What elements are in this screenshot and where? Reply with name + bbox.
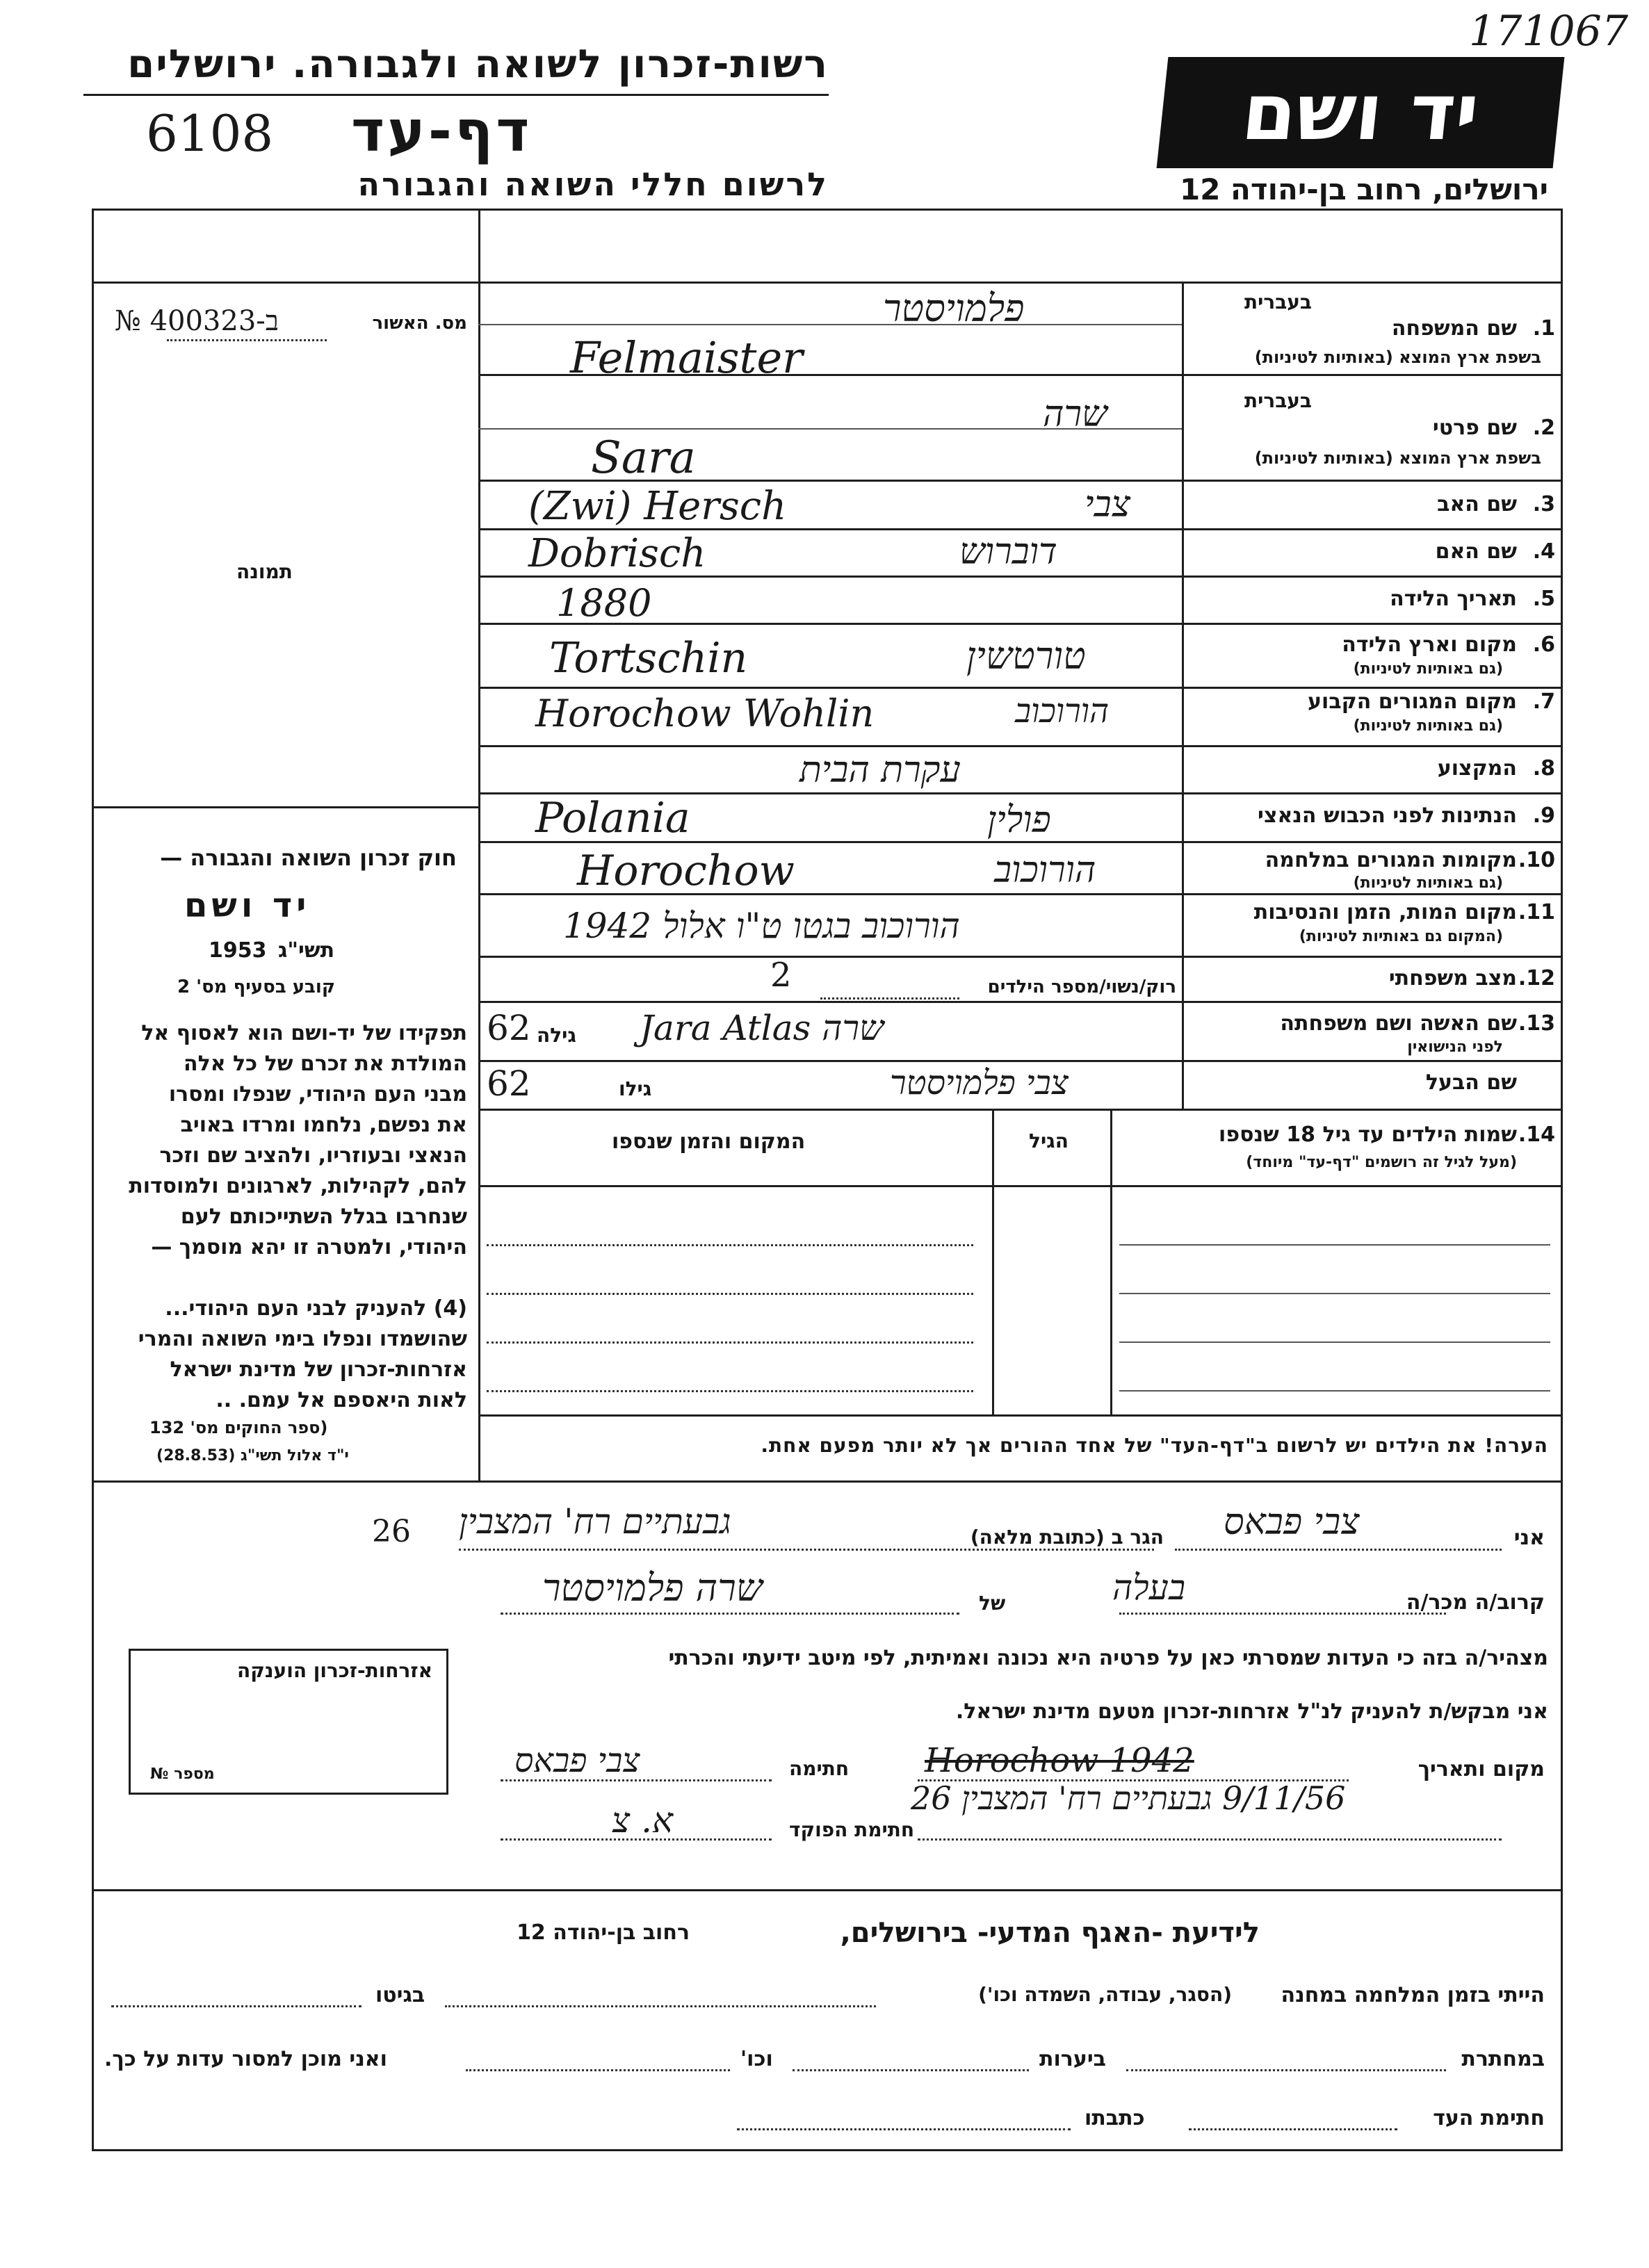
decl-officer-label: חתימת הפוקד bbox=[789, 1818, 915, 1841]
field-13-value-name: שרה Jara Atlas bbox=[640, 1008, 884, 1048]
field-12-label: מצב משפחתי bbox=[1388, 966, 1517, 990]
decl-signature-value: צבי פבאס bbox=[514, 1741, 640, 1780]
form-title: דף-עד bbox=[351, 99, 533, 165]
field-13-label: שם האשה ושם משפחתה bbox=[1280, 1011, 1517, 1036]
husband-label: שם הבעל bbox=[1425, 1070, 1517, 1095]
field-7-value-lat: Horochow Wohlin bbox=[535, 692, 875, 735]
bottom-etc: וכו' bbox=[740, 2047, 773, 2071]
law-text-line: מבני העם היהודי, שנפלו ומסרו bbox=[168, 1082, 467, 1107]
law-text-line: היהודי, ולמטרה זו יהא מוסמך — bbox=[151, 1235, 467, 1259]
field-4-label: שם האם bbox=[1435, 539, 1517, 564]
field-2-value-heb: שרה bbox=[1043, 393, 1107, 435]
decl-of: של bbox=[979, 1592, 1006, 1615]
law-text-line: שנחרבו בגלל השתייכותם לעם bbox=[180, 1205, 467, 1229]
law-text-line: הנאצי ובעוזריו, ולהציב שם וזכר bbox=[159, 1143, 467, 1168]
field-2-sub-top: בעברית bbox=[1244, 389, 1312, 412]
photo-label: תמונה bbox=[236, 560, 293, 583]
bottom-camp-paren: (הסגר, עבודה, השמדה וכו') bbox=[978, 1983, 1232, 2006]
law-text-line: את נפשם, נלחמו ומרדו באויב bbox=[180, 1113, 467, 1137]
bottom-ghetto: בגיטו bbox=[375, 1983, 425, 2007]
husband-value-name: צבי פלמויסטר bbox=[890, 1063, 1069, 1102]
age-label-m: גילו bbox=[619, 1077, 652, 1100]
field-4-num: 4. bbox=[1532, 539, 1555, 564]
field-7-label: מקום המגורים הקבוע bbox=[1308, 690, 1517, 714]
bottom-addr: כתבתו bbox=[1085, 2106, 1145, 2130]
law-text-line: להם, לקהילות, לארגונים ולמוסדות bbox=[129, 1174, 467, 1198]
field-1-sub: בשפת ארץ המוצא (באותיות לטיניות) bbox=[1254, 348, 1541, 367]
bottom-sig: חתימת העד bbox=[1433, 2106, 1545, 2130]
field-2-sub: בשפת ארץ המוצא (באותיות לטיניות) bbox=[1254, 448, 1541, 468]
field-9-value-heb: פולין bbox=[987, 799, 1051, 841]
field-6-num: 6. bbox=[1532, 633, 1555, 657]
field-11-sub: (המקום גם באותיות לטיניות) bbox=[1299, 928, 1503, 945]
field-2-value-lat: Sara bbox=[591, 432, 696, 484]
field-11-value: הורוכוב בגטו ט"ו אלול 1942 bbox=[563, 906, 960, 946]
field-12-caption: רוק/נשוי/מספר הילדים bbox=[987, 977, 1176, 997]
field-7-value-heb: הורוכוב bbox=[1015, 692, 1110, 731]
field-13-num: 13. bbox=[1518, 1011, 1555, 1036]
field-6-value-heb: טורטשין bbox=[966, 634, 1086, 678]
field-4-value-lat: Dobrisch bbox=[528, 531, 706, 576]
law-year-heb: תשי"ג bbox=[278, 938, 335, 963]
field-6-label: מקום וארץ הלידה bbox=[1342, 633, 1517, 657]
field-6-value-lat: Tortschin bbox=[549, 634, 748, 683]
law-clause: קובע בסעיף מס' 2 bbox=[177, 977, 335, 997]
citizenship-box bbox=[129, 1649, 448, 1795]
decl-request: אני מבקש/ת להעניק לנ"ל אזרחות-זכרון מטעם מדינת ישראל. bbox=[955, 1699, 1548, 1724]
decl-statement: מצהיר/ה בזה כי העדות שמסרתי כאן על פרטיה היא נכונה ואמיתית, לפי מיטב ידיעתי והכרתי bbox=[668, 1646, 1548, 1670]
field-2-label: שם פרטי bbox=[1432, 416, 1517, 440]
decl-officer-value: א. צ bbox=[612, 1800, 673, 1841]
field-1-label: שם המשפחה bbox=[1391, 316, 1517, 341]
field-13-value-age: 62 bbox=[487, 1008, 531, 1048]
record-value: № 400323-ב bbox=[115, 305, 279, 337]
children-col-place: המקום והזמן שנספו bbox=[612, 1129, 806, 1154]
field-1-sub-top: בעברית bbox=[1244, 291, 1312, 313]
law-ref: (ספר החוקים מס' 132 bbox=[149, 1418, 328, 1437]
law-text-line: לאות היאספם אל עמם. .. bbox=[216, 1388, 467, 1412]
note: הערה! את הילדים יש לרשום ב"דף-העד" של אחד ההורים אך לא יותר מפעם אחת. bbox=[761, 1434, 1548, 1457]
field-1-value-lat: Felmaister bbox=[570, 332, 803, 383]
law-year: 1953 bbox=[209, 938, 267, 963]
decl-resident: הגר ב (כתובת מלאה) bbox=[970, 1526, 1164, 1549]
field-13-sub: לפני הנישואין bbox=[1407, 1038, 1503, 1056]
field-8-value: עקרת הבית bbox=[799, 749, 961, 791]
decl-number: 26 bbox=[372, 1514, 411, 1549]
decl-ani-value: צבי פבאס bbox=[1224, 1501, 1360, 1543]
field-5-value: 1880 bbox=[556, 581, 652, 625]
field-2-num: 2. bbox=[1532, 416, 1555, 440]
logo-text: יד ושם bbox=[1237, 67, 1484, 158]
field-10-num: 10. bbox=[1518, 848, 1555, 872]
decl-place-value: Horochow 1942 bbox=[925, 1741, 1194, 1780]
field-1-value-heb: פלמויסטר bbox=[883, 286, 1025, 330]
address: ירושלים, רחוב בן-יהודה 12 bbox=[1179, 172, 1548, 206]
bottom-title-addr: רחוב בן-יהודה 12 bbox=[517, 1920, 690, 1945]
field-12-num: 12. bbox=[1518, 966, 1555, 990]
field-10-label: מקומות המגורים במלחמה bbox=[1265, 848, 1517, 872]
field-3-value-heb: צבי bbox=[1085, 484, 1130, 525]
form-subtitle: לרשום חללי השואה והגבורה bbox=[357, 165, 829, 203]
field-10-value-lat: Horochow bbox=[577, 847, 795, 895]
law-text-line: אזרחות-זכרון של מדינת ישראל bbox=[170, 1357, 467, 1382]
law-text bbox=[92, 1018, 467, 1416]
field-10-sub: (גם באותיות לטיניות) bbox=[1353, 874, 1503, 892]
field-7-num: 7. bbox=[1532, 690, 1555, 714]
field-1-num: 1. bbox=[1532, 316, 1555, 341]
field-4-value-heb: דוברוש bbox=[959, 531, 1057, 573]
children-title: שמות הילדים עד גיל 18 שנספו bbox=[1219, 1123, 1517, 1147]
field-10-value-heb: הורוכוב bbox=[994, 849, 1096, 891]
law-title: חוק זכרון השואה והגבורה — bbox=[160, 845, 457, 871]
bottom-willing: ואני מוכן למסור עדות על כך. bbox=[104, 2047, 387, 2071]
husband-value-age: 62 bbox=[487, 1063, 531, 1104]
law-text-line: (4) להעניק לבני העם היהודי... bbox=[165, 1296, 467, 1321]
field-3-num: 3. bbox=[1532, 492, 1555, 516]
decl-name: שרה פלמויסטר bbox=[542, 1566, 763, 1610]
decl-place-label: מקום ותאריך bbox=[1418, 1757, 1545, 1781]
decl-ani: אני bbox=[1513, 1526, 1545, 1550]
bottom-camp: הייתי בזמן המלחמה במחנה bbox=[1281, 1983, 1545, 2007]
field-6-sub: (גם באותיות לטיניות) bbox=[1353, 660, 1503, 678]
record-label: מס. האשור bbox=[372, 313, 467, 334]
form-number: 6108 bbox=[146, 104, 274, 163]
field-5-label: תאריך הלידה bbox=[1390, 587, 1517, 611]
yad-vashem-logo bbox=[1157, 57, 1565, 168]
citizenship-box-title: אזרחות-זכרון הוענקה bbox=[237, 1659, 432, 1682]
field-11-label: מקום המות, הזמן והנסיבות bbox=[1253, 900, 1517, 924]
field-3-value-lat: (Zwi) Hersch bbox=[528, 484, 787, 529]
field-3-label: שם האב bbox=[1437, 492, 1517, 516]
children-num: 14. bbox=[1518, 1123, 1555, 1147]
bottom-forests: ביערות bbox=[1039, 2047, 1106, 2071]
children-col-age: הגיל bbox=[1029, 1129, 1069, 1152]
decl-address: גבעתיים רח' המצבין bbox=[459, 1501, 731, 1542]
law-name: יד ושם bbox=[184, 886, 311, 925]
field-9-value-lat: Polania bbox=[535, 794, 690, 842]
field-8-label: המקצוע bbox=[1437, 756, 1517, 781]
law-text-line: המולדת את זכרם של כל אלה bbox=[183, 1052, 467, 1076]
decl-relation: בעלה bbox=[1112, 1567, 1186, 1608]
law-text-line: תפקידו של יד-ושם הוא לאסוף אל bbox=[141, 1021, 467, 1045]
children-subtitle: (מעל לגיל זה רושמים "דף-עד" מיוחד) bbox=[1246, 1154, 1517, 1171]
law-text-line bbox=[92, 1263, 467, 1294]
field-12-value: 2 bbox=[770, 956, 792, 995]
bottom-partisans: במחתרת bbox=[1461, 2047, 1545, 2071]
field-7-sub: (גם באותיות לטיניות) bbox=[1353, 717, 1503, 735]
citizenship-number: מספר № bbox=[150, 1765, 215, 1783]
law-date: י"ד אלול תשי"ג (28.8.53) bbox=[156, 1447, 349, 1465]
field-5-num: 5. bbox=[1532, 587, 1555, 611]
field-9-num: 9. bbox=[1532, 803, 1555, 828]
field-9-label: הנתינות לפני הכבוש הנאצי bbox=[1258, 803, 1517, 828]
law-text-line: שהושמדו ונפלו בימי השואה והמרי bbox=[138, 1327, 467, 1351]
age-label-f: גילה bbox=[537, 1024, 576, 1047]
decl-signature-label: חתימה bbox=[789, 1757, 850, 1780]
decl-relative: קרוב/ה מכר/ה bbox=[1406, 1590, 1545, 1615]
archive-number: 171067 bbox=[1468, 7, 1628, 56]
field-8-num: 8. bbox=[1532, 756, 1555, 781]
decl-date-value: 9/11/56 גבעתיים רח' המצבין 26 bbox=[911, 1779, 1346, 1817]
org-line: רשות-זכרון לשואה ולגבורה. ירושלים bbox=[127, 42, 829, 87]
bottom-title: לידיעת -האגף המדעי- בירושלים, bbox=[840, 1917, 1260, 1949]
field-11-num: 11. bbox=[1518, 900, 1555, 924]
